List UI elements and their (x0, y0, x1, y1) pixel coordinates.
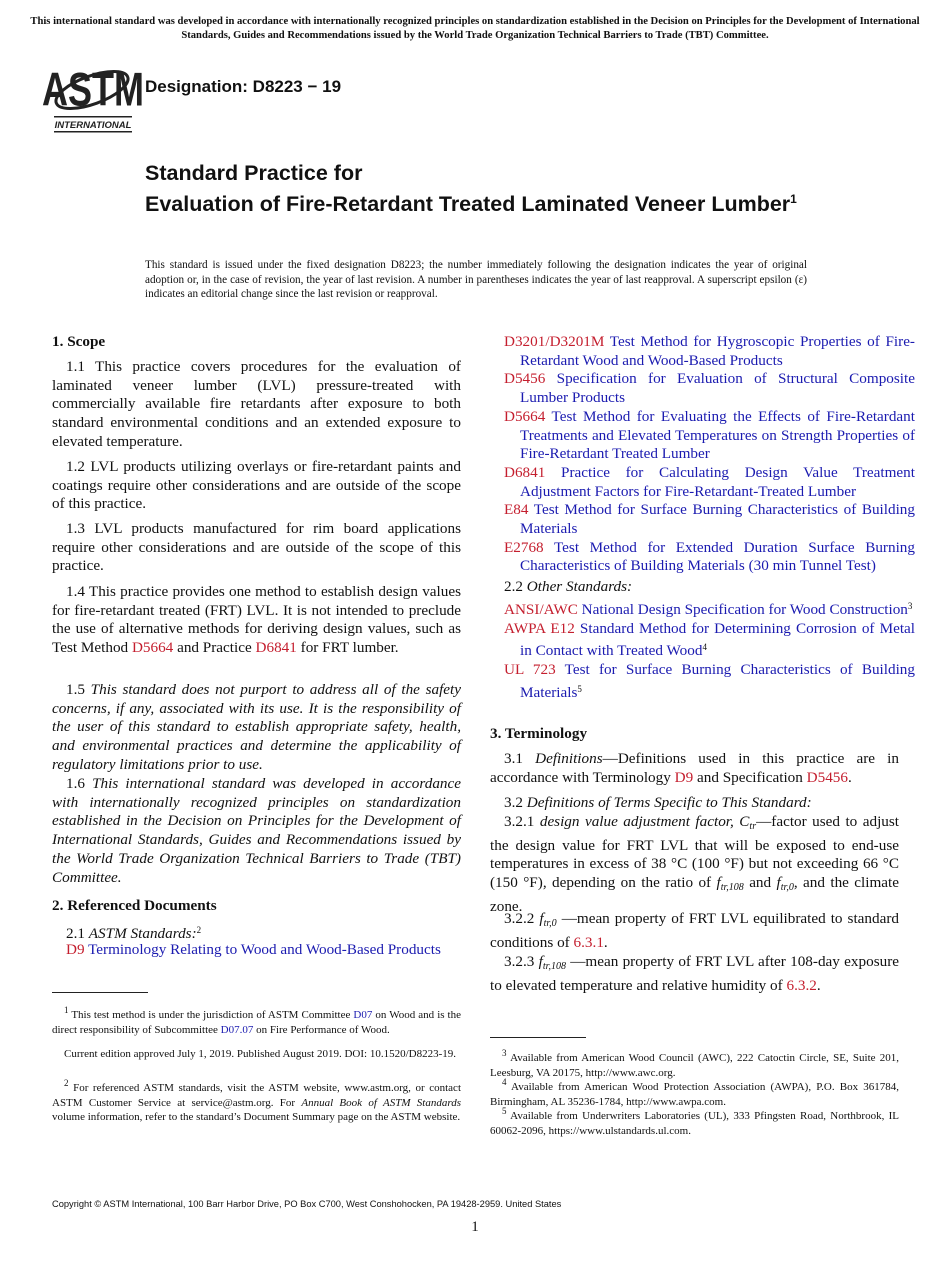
link[interactable]: Test for Surface Burning Characteristics of Building Materials (520, 661, 915, 701)
text-run: Current edition approved July 1, 2019. Published August 2019. DOI: 10.1520/D8223-19. (64, 1048, 457, 1060)
footnote-ref[interactable]: 5 (577, 683, 582, 694)
paragraph-3-2-2 (490, 910, 899, 952)
text-run: f (716, 874, 721, 892)
footnote-ref[interactable]: 2 (64, 1078, 69, 1088)
text-run: Available from American Wood Protection Association (AWPA), P.O. Box 361784, Birmingham, AL 35236-1784, http://www.awpa.com. (490, 1081, 899, 1108)
logo-text: ASTM (42, 62, 144, 116)
link[interactable]: D5456 (504, 370, 546, 388)
text-run: —Definitions used in this practice are in accordance with Terminology (490, 750, 899, 786)
document-title (145, 160, 825, 217)
link[interactable]: UL 723 (504, 661, 556, 679)
link[interactable]: Test Method for Hygroscopic Properties of Fire-Retardant Wood and Wood-Based Products (520, 333, 915, 369)
reference-item (504, 370, 915, 407)
paragraph-1-2 (52, 458, 461, 514)
text-run: 1.3 LVL products manufactured for rim board applications require other considerations and are outside of the scope of this practice. (52, 520, 461, 575)
text-run: and (743, 874, 777, 892)
footnote-ref[interactable]: 4 (702, 642, 707, 653)
text-run: 1.5 (66, 681, 91, 698)
footnote-divider (490, 1037, 586, 1038)
reference-item (504, 597, 915, 620)
page-number: 1 (471, 1219, 479, 1235)
paragraph-3-2 (490, 794, 899, 813)
section-heading-scope: 1. Scope (52, 333, 106, 350)
link[interactable]: D3201/D3201M (504, 333, 605, 350)
reference-item (504, 538, 915, 576)
footnote-ref[interactable]: 4 (502, 1077, 507, 1087)
footnote-ref[interactable]: 3 (907, 601, 913, 611)
text-run: f (538, 953, 543, 970)
footnote-ref[interactable]: 1 (64, 1005, 69, 1015)
link[interactable]: Practice for Calculating Design Value Treatment Adjustment Factors for Fire-Retardant-Treated Lumber (520, 463, 915, 500)
text-run: Definitions (535, 750, 603, 767)
link[interactable]: D9 (674, 768, 694, 786)
footnote-ref[interactable]: 3 (502, 1048, 507, 1058)
paragraph-3-2-3 (490, 953, 899, 995)
text-run: on Fire Performance of Wood. (253, 1023, 390, 1036)
link[interactable]: 6.3.1 (573, 933, 604, 951)
text-run: This test method is under the jurisdiction of ASTM Committee (68, 1009, 354, 1021)
text-run: This international standard was developed in accordance with internationally recognized principles on standardization established in the Decision on Principles for the Development of International Standards, Guides and Recommendations issued by the World Trade Organization Technical Barriers to Trade (TBT) Committee. (52, 775, 462, 886)
text-run: 1.6 (66, 775, 93, 792)
text-run: ASTM Standards: (88, 925, 197, 942)
link[interactable]: Standard Method for Determining Corrosion of Metal in Contact with Treated Wood (520, 619, 915, 660)
text-run: tr,108 (542, 961, 566, 972)
title-footnote-ref[interactable]: 1 (790, 192, 797, 206)
text-run: tr,108 (720, 882, 744, 894)
reference-item (504, 501, 915, 538)
text-run: tr,0 (543, 918, 557, 929)
reference-item (504, 463, 915, 501)
footnote-2 (52, 1076, 461, 1125)
text-run: , and the climate zone. (490, 874, 899, 915)
text-run: Other Standards: (526, 578, 633, 595)
link[interactable]: D6841 (255, 639, 297, 657)
footnote-5 (490, 1104, 899, 1138)
link[interactable]: D5456 (806, 768, 848, 786)
link[interactable]: D07 (353, 1009, 373, 1021)
link[interactable]: AWPA E12 (504, 619, 575, 637)
link[interactable]: 6.3.2 (786, 976, 817, 994)
text-run: Definitions of Terms Specific to This Standard: (526, 794, 812, 811)
link[interactable]: Test Method for Extended Duration Surface Burning Characteristics of Building Materials (30 min Tunnel Test) (520, 538, 915, 575)
section-heading-terminology: 3. Terminology (490, 725, 588, 742)
text-run: f (776, 874, 781, 892)
text-run: 1.1 This practice covers procedures for the evaluation of laminated veneer lumber (LVL) pressure-treated with commercially available fire retardants after exposure to both standard environmental conditions and an extended exposure to elevated temperature. (52, 358, 461, 450)
text-run: 3.2 (504, 794, 527, 811)
reference-item (504, 407, 915, 464)
text-run: 3.2.3 (504, 953, 539, 970)
abstract: This standard is issued under the fixed designation D8223; the number immediately following the designation indicates the year of original adoption or, in the case of revision, the year of last revision. A number in parentheses indicates the year of last reapproval. A superscript epsilon (ε) indicates an editorial change since the last revision or reapproval. (145, 259, 807, 300)
text-run: on Wood and is the direct responsibility of Subcommittee (52, 1009, 461, 1036)
reference-list (504, 333, 915, 576)
text-run: . (848, 768, 852, 786)
paragraph-1-4 (52, 583, 461, 658)
footnote-ref[interactable]: 5 (502, 1106, 507, 1116)
link[interactable]: D9 (66, 941, 85, 958)
other-reference-list (504, 597, 915, 703)
paragraph-3-1 (490, 750, 899, 787)
footnote-ref[interactable]: 2 (196, 925, 202, 935)
paragraph-1-3 (52, 520, 461, 576)
text-run: for FRT lumber. (296, 639, 399, 657)
link[interactable]: E2768 (504, 538, 544, 556)
paragraph-1-5 (52, 681, 461, 775)
text-run: volume information, refer to the standard’s Document Summary page on the ASTM website. (52, 1111, 461, 1124)
text-run: This standard does not purport to address all of the safety concerns, if any, associated with its use. It is the responsibility of the user of this standard to establish appropriate safety, health, and environmental practices and determine the applicability of regulatory limitations prior to use. (52, 681, 462, 773)
text-run: f (539, 910, 544, 927)
text-run: 1.4 This practice provides one method to establish design values for fire-retardant treated (FRT) LVL. It is not intended to preclude the use of alternative methods for deriving design values, such as Test Method (52, 583, 461, 657)
title-main: Evaluation of Fire-Retardant Treated Laminated Veneer Lumber (145, 192, 791, 217)
title-line1: Standard Practice for (145, 161, 363, 185)
reference-item (504, 619, 915, 661)
section-heading-referenced-documents: 2. Referenced Documents (52, 897, 217, 914)
footnote-1 (52, 1003, 461, 1037)
text-run: Available from American Wood Council (AWC), 222 Catoctin Circle, SE, Suite 201, Leesburg, VA 20175, http://www.awc.org. (490, 1052, 899, 1079)
text-run: —factor used to adjust the design value for FRT LVL that will be exposed to end-use temperatures in excess of 38 °C (100 °F) but not exceeding 66 °C (150 °F), depending on the ratio of (490, 813, 900, 892)
text-run: . (603, 933, 608, 951)
paragraph-2-2 (490, 578, 899, 597)
header-notice: This international standard was developed in accordance with internationally recognized principles on standardization established in the Decision on Principles for the Development of International Standards, Guides and Recommendations issued by the World Trade Organization Technical Barriers to Trade (TBT) Committee. (30, 16, 920, 41)
text-run: 3.2.1 (504, 813, 540, 830)
paragraph-3-2-1 (490, 813, 899, 917)
paragraph-1-1 (52, 358, 461, 452)
designation: Designation: D8223 − 19 (145, 77, 342, 96)
link[interactable]: National Design Specification for Wood Construction (577, 601, 908, 618)
text-run: Available from Underwriters Laboratories (UL), 333 Pfingsten Road, Northbrook, IL 60062-2096, https://www.ulstandards.ul.com. (490, 1110, 899, 1137)
text-run: design value adjustment factor, C (539, 813, 750, 830)
link[interactable]: Terminology Relating to Wood and Wood-Based Products (84, 941, 441, 958)
link[interactable]: ANSI/AWC (504, 601, 578, 618)
footnote-divider (52, 992, 148, 993)
copyright: Copyright © ASTM International, 100 Barr Harbor Drive, PO Box C700, West Conshohocken, PA 19428-2959. United States (52, 1199, 562, 1209)
text-run: —mean property of FRT LVL after 108-day exposure to elevated temperature and relative humidity of (490, 953, 899, 994)
text-run: Annual Book of ASTM Standards (301, 1096, 461, 1109)
reference-item (504, 661, 915, 702)
link[interactable]: Test Method for Evaluating the Effects of Fire-Retardant Treatments and Elevated Temperatures on Strength Properties of Fire-Retardant Treated Lumber (520, 407, 915, 463)
text-run: tr,0 (780, 882, 794, 894)
reference-d9 (66, 941, 477, 960)
text-run: 2.2 (504, 578, 527, 595)
reference-item (504, 333, 915, 370)
footnote-1-edition (52, 1047, 461, 1062)
text-run: and Practice (173, 639, 256, 657)
link[interactable]: D07.07 (220, 1023, 254, 1036)
text-run: 2.1 (66, 925, 89, 942)
link[interactable]: D6841 (504, 463, 546, 481)
link[interactable]: Test Method for Surface Burning Characteristics of Building Materials (520, 501, 915, 538)
text-run: 3.2.2 (504, 910, 540, 927)
logo-subtext: INTERNATIONAL (54, 120, 132, 131)
text-run: 1.2 LVL products utilizing overlays or fire-retardant paints and coatings require other considerations and are outside of the scope of this practice. (52, 458, 461, 513)
link[interactable]: E84 (504, 501, 529, 519)
text-run: . (816, 976, 821, 994)
text-run: For referenced ASTM standards, visit the ASTM website, www.astm.org, or contact ASTM Customer Service at service@astm.org. For (52, 1082, 461, 1109)
text-run: 3.1 (504, 750, 536, 767)
text-run: tr (749, 821, 757, 832)
paragraph-1-6 (52, 775, 461, 887)
text-run: —mean property of FRT LVL equilibrated to standard conditions of (490, 910, 899, 951)
link[interactable]: D5664 (131, 639, 174, 657)
text-run: and Specification (693, 768, 807, 786)
link[interactable]: D5664 (504, 407, 546, 425)
astm-logo (42, 56, 144, 134)
link[interactable]: Specification for Evaluation of Structural Composite Lumber Products (520, 370, 915, 407)
